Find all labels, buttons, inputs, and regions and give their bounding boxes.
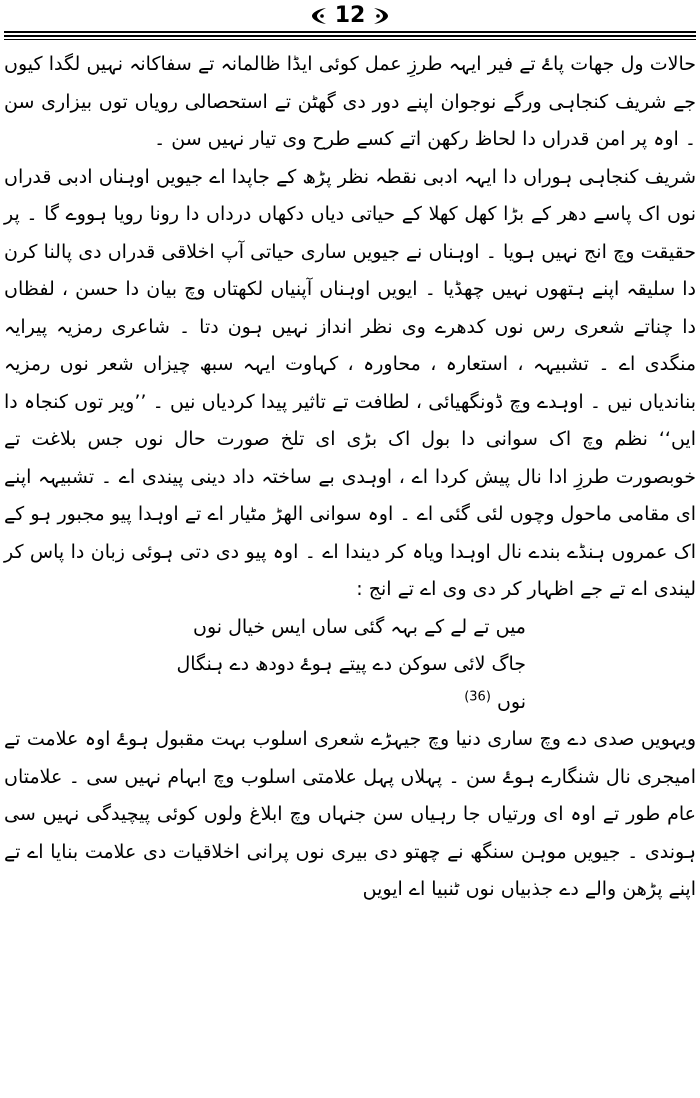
verse-line-2 [166,646,526,721]
paragraph-2: شریف کنجاہی ہوراں دا ایہہ ادبی نقطہ نظر پڑھ کے جاپدا اے جیویں اوہناں ادبی قدراں نوں اک پاسے دھر کے بڑا کھل کھلا کے حیاتی دیاں دکھاں درداں دا رونا رویا ہووے گا ۔ پر حقیقت وچ انج نہیں ہویا ۔ اوہناں نے جیویں ساری حیاتی آپ اخلاقی قدراں دی پالنا کرن دا سلیقہ اپنے ہتھوں نہیں چھڈیا ۔ ایویں اوہناں آپنیاں لکھتاں وچ بیان دا حسن ، لفظاں دا چناتے شعری رس نوں کدھرے وی نظر انداز نہیں ہون دتا ۔ شاعری رمزیہ پیرایہ منگدی اے ۔ تشبیہہ ، استعارہ ، محاورہ ، کہاوت ایہہ سبھ چیزاں شعر نوں رمزیہ بناندیاں نیں ۔ اوہدے وچ ڈونگھیائی ، لطافت تے تاثیر پیدا کردیاں نیں ۔ ’’ویر توں کنجاہ دا ایں‘‘ نظم وچ اک سوانی دا بول اک بڑی ای تلخ صورت حال نوں جس بلاغت تے خوبصورت طرزِ ادا نال پیش کردا اے ، اوہدی بے ساختہ داد دینی پیندی اے ۔ تشبیہہ اپنے ای مقامی ماحول وچوں لئی گئی اے ۔ اوہ سوانی الھڑ مٹیار اے تے اوہدا پیو مجبور ہو کے اک عمروں ہنڈے بندے نال اوہدا ویاہ کر دیندا اے ۔ اوہ پیو دی دتی ہوئی زبان دا پاس کر لیندی اے تے جے اظہار کر دی وی اے تے انج : [4,165,696,600]
page-body [4,46,696,909]
header-rule-middle [4,35,696,37]
verse-quote [4,609,696,722]
header-rule-bottom [4,39,696,40]
paragraph-3: ویہویں صدی دے وچ ساری دنیا وچ جیہڑے شعری اسلوب بہت مقبول ہوۓ اوہ علامت تے امیجری نال شنگارے ہوۓ سن ۔ پہلاں پہل علامتی اسلوب وچ ابہام نہیں سی ۔ علامتاں عام طور تے اوہ ای ورتیاں جا رہیاں سن جنہاں وچ ابلاغ ولوں کوئی پیچیدگی نہیں سی ہوندی ۔ جیویں موہن سنگھ نے چھتو دی بیری نوں پرانی اخلاقیات دی علامت بنایا اے تے اپنے پڑھن والے دے جذبیاں نوں ٹنبیا اے ایویں [4,728,696,900]
page-header [0,0,700,40]
header-rule-top [4,31,696,33]
verse-line-2-text: جاگ لائی سوکن دے پیتے ہوۓ دودھ دے ہنگال نوں [176,653,526,713]
paragraph-1: حالات ول جھات پاۓ تے فیر ایہہ طرزِ عمل کوئی ایڈا ظالمانہ تے سفاکانہ نہیں لگدا کیوں جے شریف کنجاہی ورگے نوجوان اپنے دور دی گھٹن تے استحصالی رویاں توں بیزاری سن ۔ اوہ پر امن قدراں دا لحاظ رکھن اتے کسے طرح وی تیار نہیں سن ۔ [4,53,696,150]
verse-line-1: میں تے لے کے بہہ گئی ساں ایس خیال نوں [192,615,526,638]
footnote-reference: (36) [464,689,491,705]
page-number: 12 [334,3,366,28]
right-ornament-icon [370,5,392,27]
